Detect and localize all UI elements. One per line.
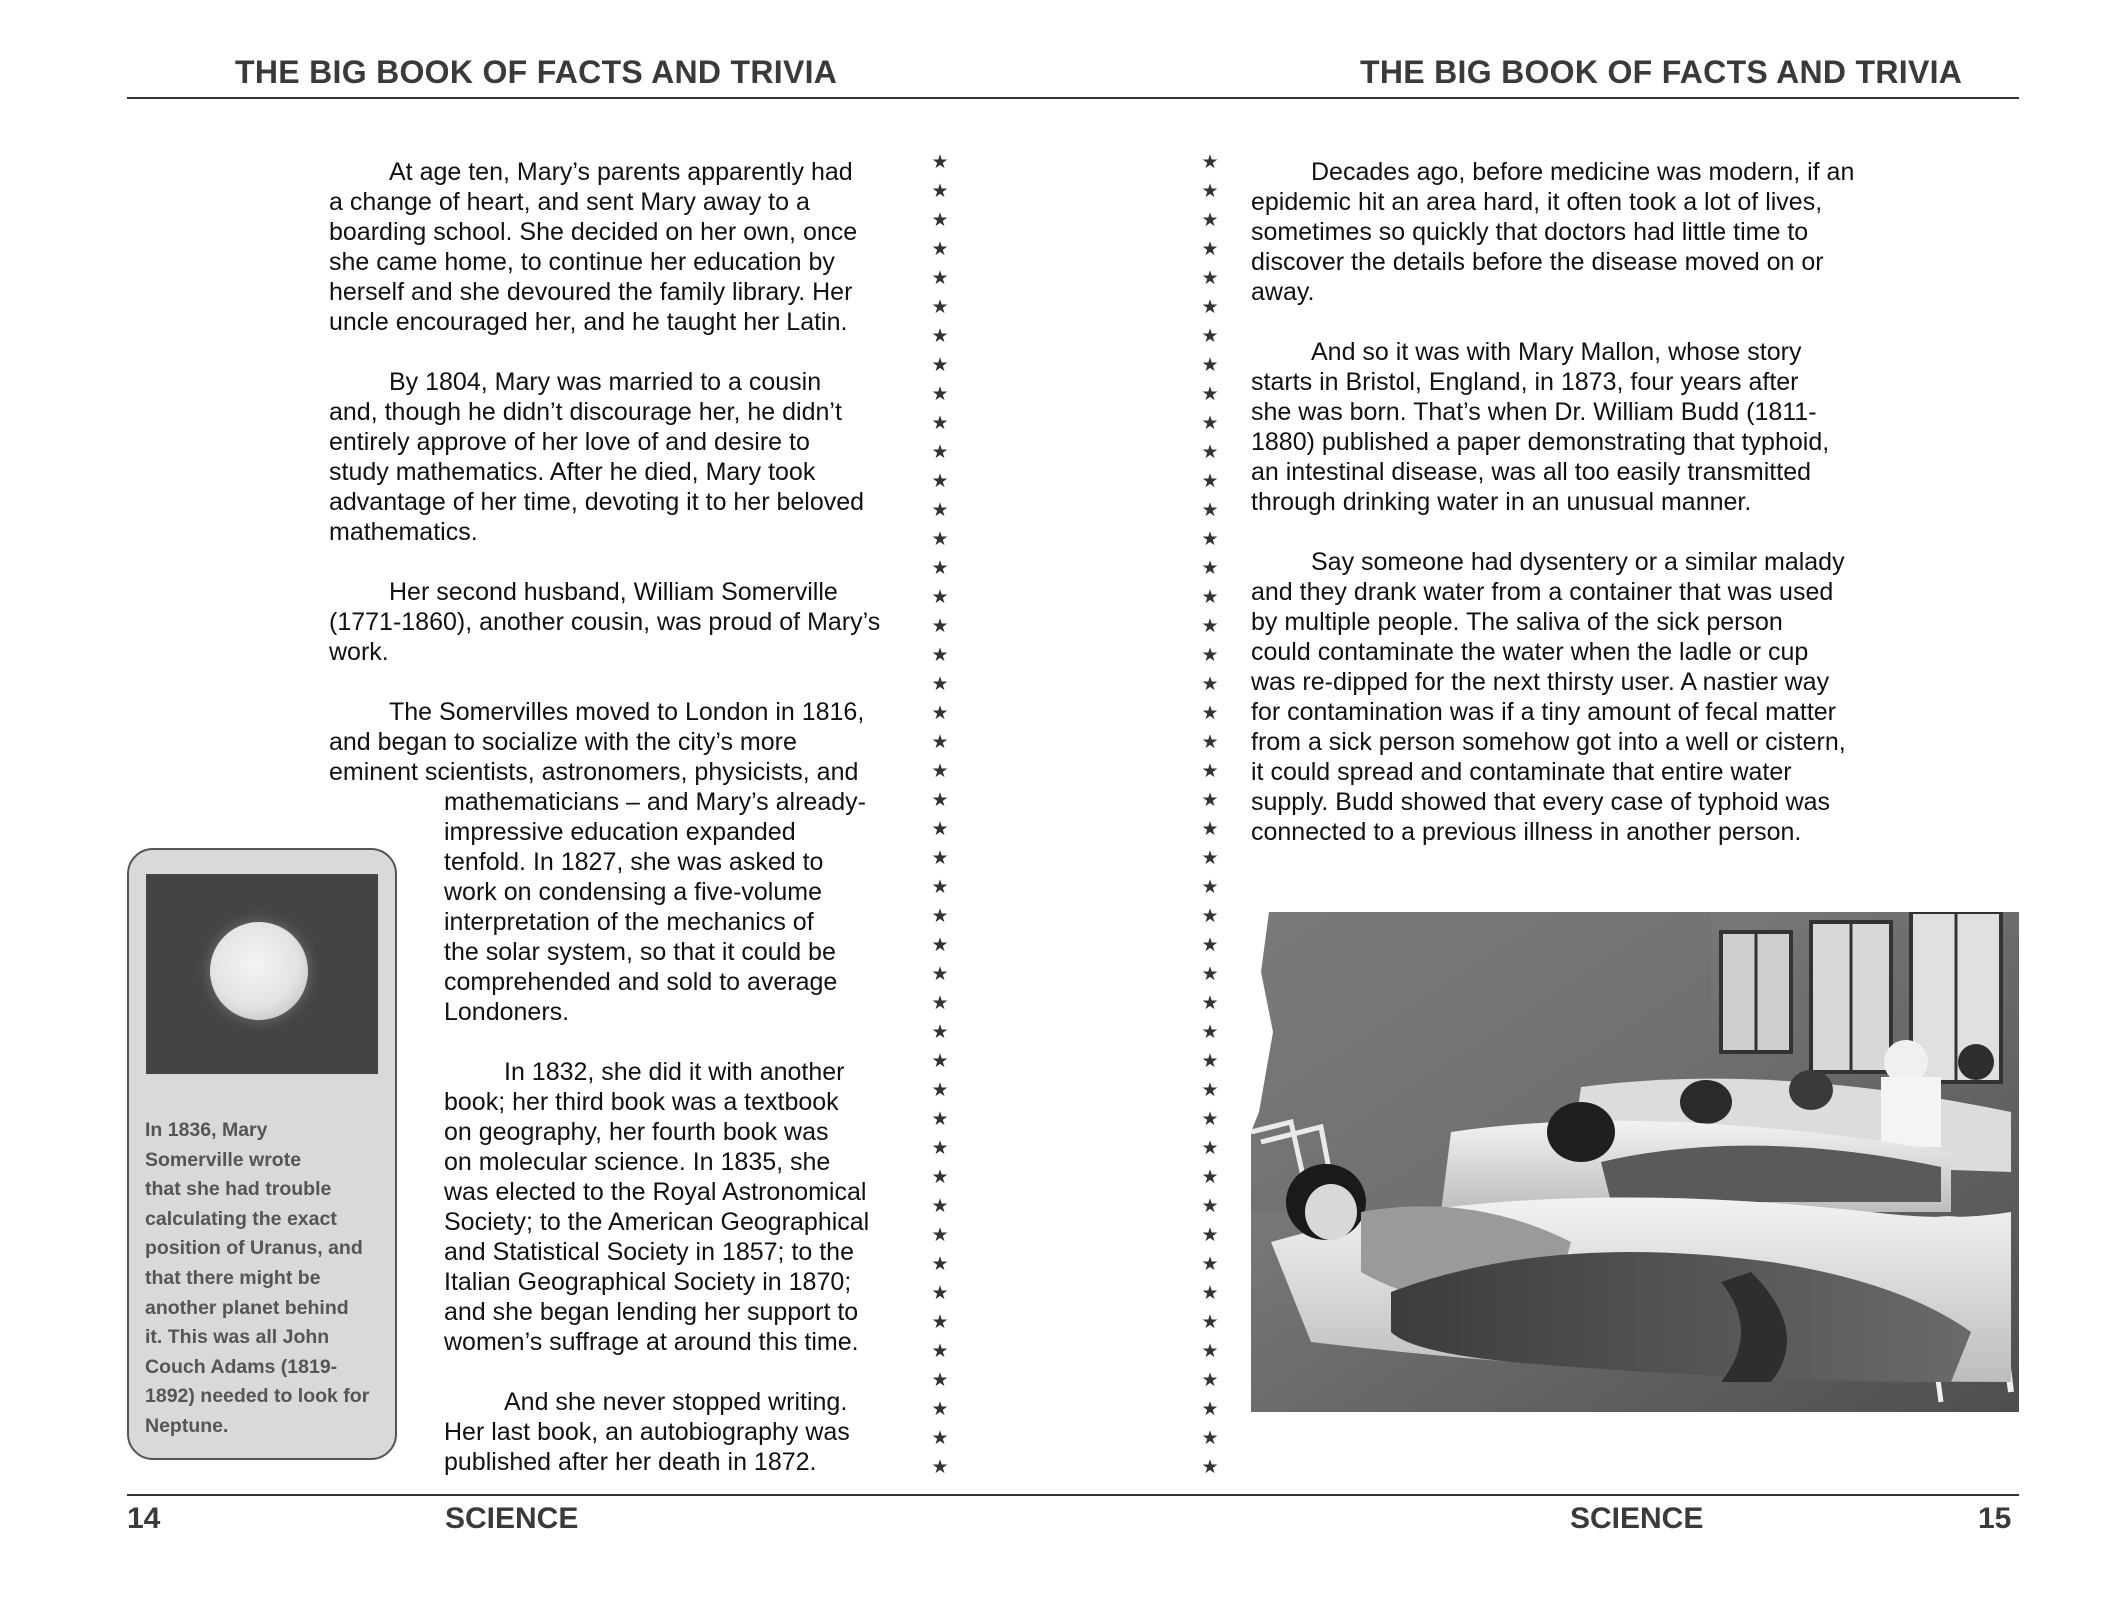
text-line: on molecular science. In 1835, she (444, 1148, 831, 1176)
star-icon: ★ (1201, 529, 1219, 550)
star-icon: ★ (931, 326, 949, 347)
text-line: boarding school. She decided on her own, once (329, 218, 858, 246)
sidebar-line: calculating the exact (145, 1207, 337, 1230)
paragraph (329, 697, 895, 787)
star-icon: ★ (1201, 297, 1219, 318)
star-icon: ★ (1201, 1022, 1219, 1043)
star-icon: ★ (931, 1370, 949, 1391)
text-line: Her last book, an autobiography was (444, 1418, 850, 1446)
right-page-number: 15 (1978, 1502, 2012, 1535)
text-line: discover the details before the disease moved on or (1251, 248, 1824, 276)
star-icon: ★ (931, 819, 949, 840)
star-icon: ★ (1201, 1283, 1219, 1304)
star-icon: ★ (931, 239, 949, 260)
star-icon: ★ (1201, 1254, 1219, 1275)
star-icon: ★ (1201, 645, 1219, 666)
text-line: women’s suffrage at around this time. (444, 1328, 859, 1356)
star-icon: ★ (931, 442, 949, 463)
star-icon: ★ (1201, 1138, 1219, 1159)
text-line: could contaminate the water when the ladle or cup (1251, 638, 1809, 666)
star-icon: ★ (931, 1399, 949, 1420)
text-line: Italian Geographical Society in 1870; (444, 1268, 852, 1296)
paragraph (329, 367, 895, 547)
star-icon: ★ (1201, 761, 1219, 782)
text-line: Decades ago, before medicine was modern, if an (1311, 158, 1855, 186)
star-icon: ★ (931, 587, 949, 608)
text-line: work on condensing a five-volume (444, 878, 822, 906)
star-icon: ★ (931, 471, 949, 492)
text-line: away. (1251, 278, 1315, 306)
star-icon: ★ (931, 848, 949, 869)
star-icon: ★ (931, 1167, 949, 1188)
paragraph (1251, 547, 1891, 847)
star-icon: ★ (931, 181, 949, 202)
text-line: Say someone had dysentery or a similar malady (1311, 548, 1845, 576)
right-running-header: THE BIG BOOK OF FACTS AND TRIVIA (1360, 54, 1963, 90)
star-icon: ★ (1201, 964, 1219, 985)
star-icon: ★ (1201, 210, 1219, 231)
star-icon: ★ (931, 906, 949, 927)
text-line: eminent scientists, astronomers, physicists, and (329, 758, 859, 786)
left-text-upper (329, 157, 895, 787)
star-icon: ★ (1201, 1196, 1219, 1217)
star-icon: ★ (1201, 1370, 1219, 1391)
star-icon: ★ (931, 268, 949, 289)
star-icon: ★ (931, 1225, 949, 1246)
text-line: The Somervilles moved to London in 1816, (389, 698, 865, 726)
text-line: and Statistical Society in 1857; to the (444, 1238, 854, 1266)
star-icon: ★ (931, 1022, 949, 1043)
star-icon: ★ (931, 152, 949, 173)
sidebar-line: In 1836, Mary (145, 1119, 268, 1141)
text-line: the solar system, so that it could be (444, 938, 836, 966)
text-line: entirely approve of her love of and desire to (329, 428, 810, 456)
text-line: supply. Budd showed that every case of typhoid was (1251, 788, 1831, 816)
text-line: connected to a previous illness in another person. (1251, 818, 1802, 846)
left-running-header: THE BIG BOOK OF FACTS AND TRIVIA (235, 54, 838, 90)
text-line: uncle encouraged her, and he taught her Latin. (329, 308, 848, 336)
text-line: sometimes so quickly that doctors had little time to (1251, 218, 1809, 246)
text-line: it could spread and contaminate that entire water (1251, 758, 1792, 786)
star-icon: ★ (1201, 471, 1219, 492)
text-line: mathematics. (329, 518, 478, 546)
text-line: for contamination was if a tiny amount of fecal matter (1251, 698, 1836, 726)
sidebar-line: Neptune. (145, 1414, 229, 1437)
star-icon: ★ (1201, 819, 1219, 840)
paragraph (329, 157, 895, 337)
text-line: interpretation of the mechanics of (444, 908, 814, 936)
star-icon: ★ (1201, 1051, 1219, 1072)
text-line: and, though he didn’t discourage her, he didn’t (329, 398, 842, 426)
sidebar-line: it. This was all John (145, 1326, 330, 1349)
text-line: and she began lending her support to (444, 1298, 859, 1326)
star-icon: ★ (1201, 268, 1219, 289)
star-icon: ★ (1201, 906, 1219, 927)
paragraph (444, 1387, 904, 1477)
text-line: on geography, her fourth book was (444, 1118, 829, 1146)
text-line: study mathematics. After he died, Mary took (329, 458, 816, 486)
star-icon: ★ (1201, 152, 1219, 173)
sidebar-callout (127, 848, 397, 1460)
star-icon: ★ (931, 500, 949, 521)
star-icon: ★ (931, 297, 949, 318)
star-icon: ★ (931, 1341, 949, 1362)
left-section-label: SCIENCE (445, 1502, 579, 1535)
star-icon: ★ (931, 1457, 949, 1478)
star-icon: ★ (1201, 1428, 1219, 1449)
text-line: starts in Bristol, England, in 1873, four years after (1251, 368, 1799, 396)
right-text (1251, 157, 1891, 847)
sidebar-text (145, 1116, 395, 1442)
star-icon: ★ (1201, 1312, 1219, 1333)
star-icon: ★ (1201, 848, 1219, 869)
star-icon: ★ (931, 413, 949, 434)
star-icon: ★ (931, 877, 949, 898)
sidebar-line: position of Uranus, and (145, 1237, 363, 1260)
text-line: book; her third book was a textbook (444, 1088, 839, 1116)
star-icon: ★ (1201, 1109, 1219, 1130)
text-line: epidemic hit an area hard, it often took a lot of lives, (1251, 188, 1823, 216)
paragraph (444, 1057, 904, 1357)
paragraph (1251, 157, 1891, 307)
sidebar-line: that she had trouble (145, 1178, 332, 1201)
star-icon: ★ (1201, 674, 1219, 695)
star-icon: ★ (931, 732, 949, 753)
top-rule (127, 97, 2019, 99)
star-icon: ★ (1201, 500, 1219, 521)
text-line: By 1804, Mary was married to a cousin (389, 368, 822, 396)
moon-image (210, 922, 308, 1020)
text-line: and began to socialize with the city’s more (329, 728, 797, 756)
text-line: And she never stopped writing. (504, 1388, 848, 1416)
star-icon: ★ (1201, 239, 1219, 260)
left-text-lower (444, 787, 904, 1477)
paragraph (1251, 337, 1891, 517)
text-line: was elected to the Royal Astronomical (444, 1178, 867, 1206)
star-icon: ★ (931, 964, 949, 985)
star-icon: ★ (1201, 587, 1219, 608)
star-icon: ★ (1201, 616, 1219, 637)
star-icon: ★ (1201, 1341, 1219, 1362)
star-icon: ★ (1201, 1225, 1219, 1246)
text-line: Londoners. (444, 998, 570, 1026)
star-icon: ★ (1201, 790, 1219, 811)
star-icon: ★ (931, 616, 949, 637)
star-icon: ★ (931, 529, 949, 550)
star-icon: ★ (931, 1196, 949, 1217)
star-icon: ★ (1201, 935, 1219, 956)
paragraph (444, 787, 904, 1027)
text-line: Society; to the American Geographical (444, 1208, 870, 1236)
star-icon: ★ (931, 1428, 949, 1449)
star-icon: ★ (1201, 703, 1219, 724)
hospital-ward-photo (1251, 912, 2019, 1412)
star-icon: ★ (931, 1283, 949, 1304)
star-icon: ★ (931, 645, 949, 666)
star-icon: ★ (1201, 877, 1219, 898)
star-icon: ★ (1201, 181, 1219, 202)
sidebar-line: that there might be (145, 1266, 321, 1289)
star-icon: ★ (1201, 355, 1219, 376)
star-icon: ★ (1201, 384, 1219, 405)
sidebar-line: 1892) needed to look for (145, 1385, 370, 1408)
star-icon: ★ (1201, 1080, 1219, 1101)
text-line: work. (329, 638, 389, 666)
bottom-rule (127, 1494, 2019, 1496)
star-icon: ★ (931, 790, 949, 811)
text-line: a change of heart, and sent Mary away to a (329, 188, 810, 216)
text-line: comprehended and sold to average (444, 968, 838, 996)
star-icon: ★ (931, 558, 949, 579)
text-line: and they drank water from a container that was used (1251, 578, 1834, 606)
text-line: herself and she devoured the family library. Her (329, 278, 853, 306)
text-line: advantage of her time, devoting it to her beloved (329, 488, 865, 516)
sidebar-line: Couch Adams (1819- (145, 1355, 338, 1378)
star-icon: ★ (1201, 993, 1219, 1014)
right-section-label: SCIENCE (1570, 1502, 1704, 1535)
star-icon: ★ (1201, 442, 1219, 463)
text-line: published after her death in 1872. (444, 1448, 817, 1476)
left-star-column (925, 148, 955, 1482)
star-icon: ★ (931, 355, 949, 376)
text-line: 1880) published a paper demonstrating that typhoid, (1251, 428, 1830, 456)
text-line: impressive education expanded (444, 818, 796, 846)
star-icon: ★ (931, 1051, 949, 1072)
star-icon: ★ (931, 384, 949, 405)
text-line: And so it was with Mary Mallon, whose story (1311, 338, 1802, 366)
text-line: Her second husband, William Somerville (389, 578, 838, 606)
text-line: from a sick person somehow got into a well or cistern, (1251, 728, 1846, 756)
text-line: (1771-1860), another cousin, was proud of Mary’s (329, 608, 881, 636)
star-icon: ★ (1201, 1399, 1219, 1420)
star-icon: ★ (931, 1312, 949, 1333)
star-icon: ★ (1201, 1167, 1219, 1188)
star-icon: ★ (1201, 558, 1219, 579)
star-icon: ★ (931, 674, 949, 695)
right-star-column (1195, 148, 1225, 1482)
moon-photo (146, 874, 378, 1074)
text-line: she came home, to continue her education by (329, 248, 835, 276)
text-line: At age ten, Mary’s parents apparently had (389, 158, 853, 186)
hospital-ward-illustration (1251, 912, 2019, 1412)
text-line: she was born. That’s when Dr. William Budd (1811- (1251, 398, 1817, 426)
star-icon: ★ (931, 935, 949, 956)
star-icon: ★ (931, 1138, 949, 1159)
text-line: by multiple people. The saliva of the sick person (1251, 608, 1783, 636)
star-icon: ★ (1201, 413, 1219, 434)
star-icon: ★ (931, 703, 949, 724)
paragraph (329, 577, 895, 667)
star-icon: ★ (931, 761, 949, 782)
star-icon: ★ (931, 1109, 949, 1130)
text-line: tenfold. In 1827, she was asked to (444, 848, 824, 876)
text-line: mathematicians – and Mary’s already- (444, 788, 866, 816)
sidebar-line: Somerville wrote (145, 1148, 302, 1171)
star-icon: ★ (931, 1254, 949, 1275)
text-line: through drinking water in an unusual manner. (1251, 488, 1752, 516)
star-icon: ★ (931, 1080, 949, 1101)
sidebar-line: another planet behind (145, 1296, 349, 1319)
star-icon: ★ (931, 210, 949, 231)
star-icon: ★ (1201, 1457, 1219, 1478)
star-icon: ★ (1201, 326, 1219, 347)
left-page-number: 14 (127, 1502, 161, 1535)
star-icon: ★ (931, 993, 949, 1014)
text-line: In 1832, she did it with another (504, 1058, 845, 1086)
star-icon: ★ (1201, 732, 1219, 753)
text-line: was re-dipped for the next thirsty user. A nastier way (1251, 668, 1830, 696)
text-line: an intestinal disease, was all too easily transmitted (1251, 458, 1812, 486)
